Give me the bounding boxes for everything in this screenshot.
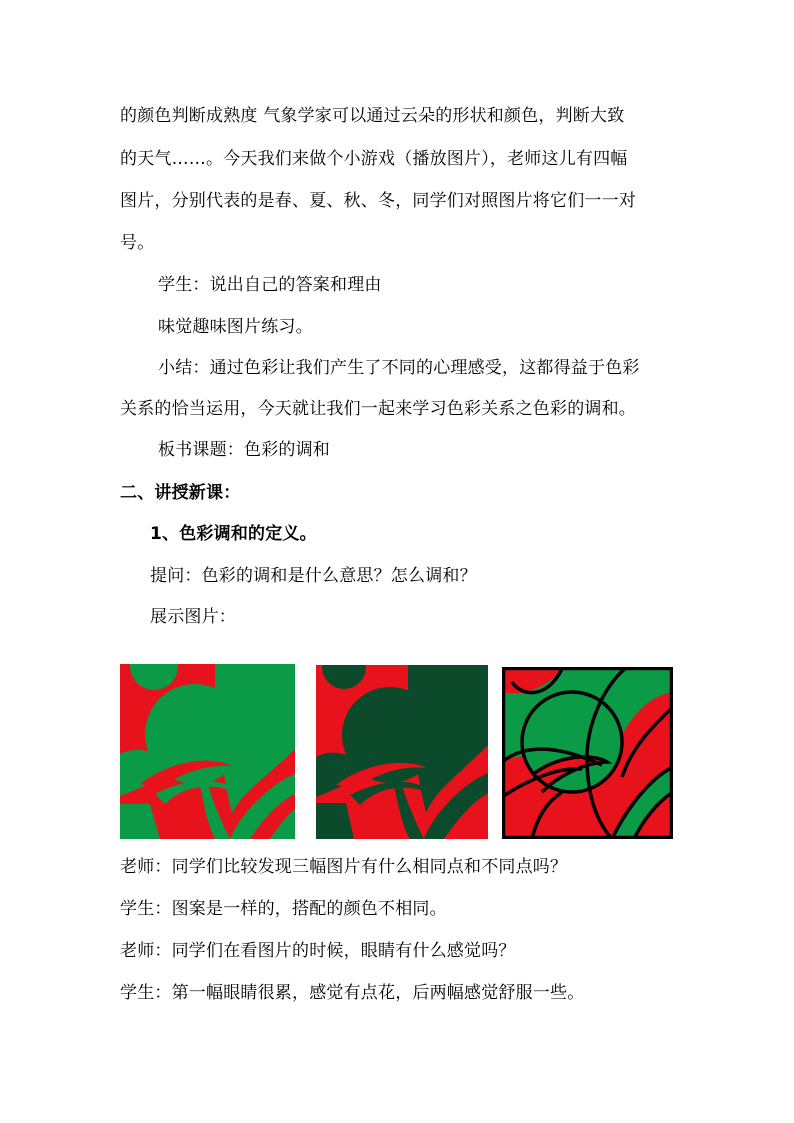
- image-red-darkgreen: [316, 665, 488, 839]
- teacher-line-1: 老师：同学们比较发现三幅图片有什么相同点和不同点吗？: [120, 857, 568, 877]
- student-line-1: 学生：图案是一样的，搭配的颜色不相同。: [120, 899, 447, 919]
- student-answer-line: 学生：说出自己的答案和理由: [158, 275, 382, 295]
- summary-line-2: 关系的恰当运用，今天就让我们一起来学习色彩关系之色彩的调和。: [120, 399, 636, 419]
- student-line-2: 学生：第一幅眼睛很累，感觉有点花，后两幅感觉舒服一些。: [120, 983, 585, 1003]
- image-red-green-outlined: [502, 667, 673, 839]
- line-4: 号。: [120, 233, 155, 253]
- line-1: 的颜色判断成熟度 气象学家可以通过云朵的形状和颜色，判断大致: [120, 106, 625, 126]
- line-2: 的天气……。今天我们来做个小游戏（播放图片），老师这儿有四幅: [120, 149, 628, 169]
- line-3: 图片，分别代表的是春、夏、秋、冬，同学们对照图片将它们一一对: [120, 191, 636, 211]
- summary-line-1: 小结：通过色彩让我们产生了不同的心理感受，这都得益于色彩: [158, 358, 640, 378]
- section-heading: 二、讲授新课：: [120, 483, 241, 503]
- exercise-line: 味觉趣味图片练习。: [158, 317, 313, 337]
- image-red-green: [120, 664, 295, 839]
- show-images-line: 展示图片：: [150, 607, 236, 627]
- question-line: 提问：色彩的调和是什么意思？怎么调和？: [150, 566, 477, 586]
- topic-line: 板书课题：色彩的调和: [158, 440, 330, 460]
- teacher-line-2: 老师：同学们在看图片的时候，眼睛有什么感觉吗？: [120, 941, 516, 961]
- subsection-heading: 1、色彩调和的定义。: [150, 524, 317, 544]
